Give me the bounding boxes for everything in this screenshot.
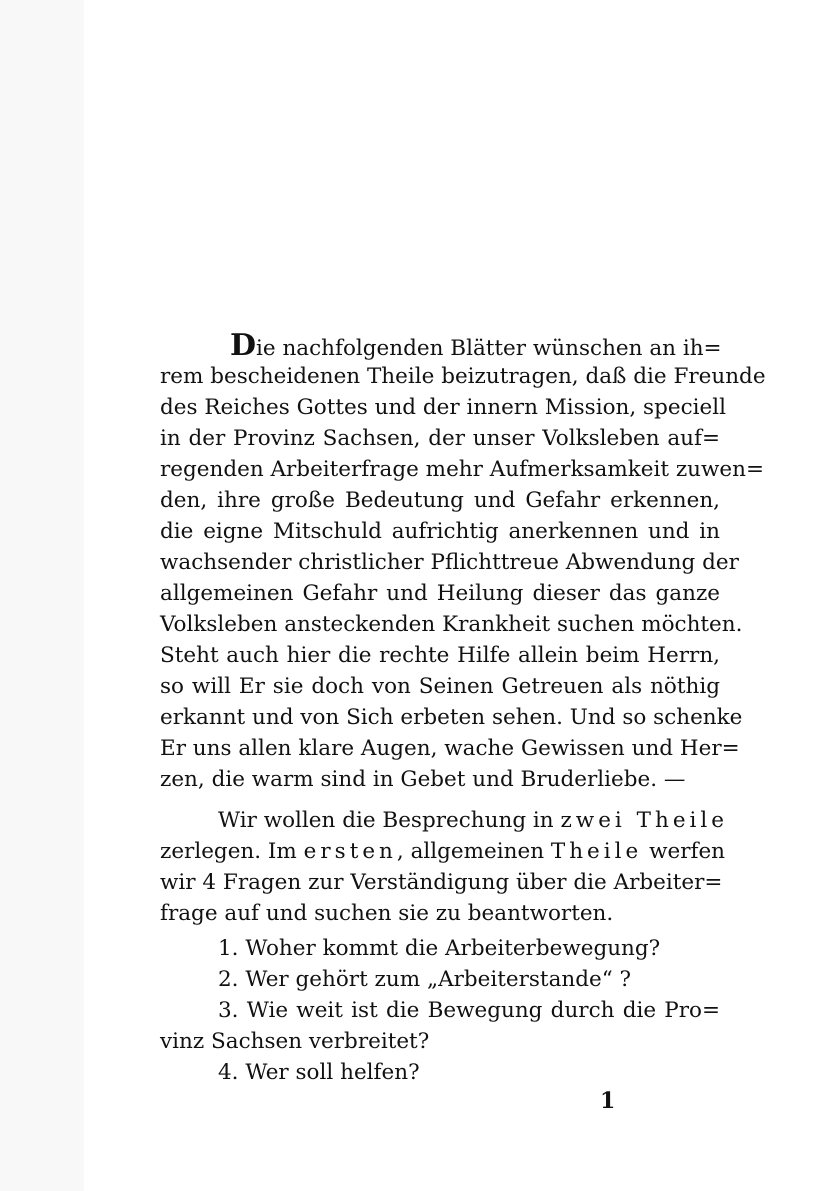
text-line: den, ihre große Bedeutung und Gefahr erkennen, bbox=[160, 488, 720, 513]
text-line: in der Provinz Sachsen, der unser Volksleben auf= bbox=[160, 426, 720, 451]
text-line: frage auf und suchen sie zu beantworten. bbox=[160, 901, 614, 926]
question-item: 1. Woher kommt die Arbeiterbewegung? bbox=[218, 936, 661, 961]
text-line: regenden Arbeiterfrage mehr Aufmerksamkeit zuwen= bbox=[160, 457, 765, 482]
question-item-continuation: vinz Sachsen verbreitet? bbox=[160, 1029, 430, 1054]
paragraph-gap bbox=[160, 795, 720, 805]
text-line: erkannt und von Sich erbeten sehen. Und so schenke bbox=[160, 705, 743, 730]
text-line bbox=[160, 836, 726, 867]
text-line bbox=[160, 330, 720, 361]
text-line: rem bescheidenen Theile beizutragen, daß die Freunde bbox=[160, 364, 766, 389]
text-line: Steht auch hier die rechte Hilfe allein beim Herrn, bbox=[160, 643, 720, 668]
spaced-emphasis: ersten bbox=[303, 839, 397, 864]
text-line: wir 4 Fragen zur Verständigung über die Arbeiter= bbox=[160, 870, 723, 895]
line-text: Wir wollen die Besprechung in bbox=[218, 808, 561, 833]
text-line: allgemeinen Gefahr und Heilung dieser das ganze bbox=[160, 581, 720, 606]
line-text: ie nachfolgenden Blätter wünschen an ih= bbox=[256, 336, 722, 361]
text-line: zen, die warm sind in Gebet und Bruderliebe. — bbox=[160, 767, 686, 792]
text-line: des Reiches Gottes und der innern Mission, speciell bbox=[160, 395, 726, 420]
page-left-shadow bbox=[0, 0, 84, 1191]
line-text: zerlegen. Im bbox=[160, 839, 304, 864]
text-line: die eigne Mitschuld aufrichtig anerkennen und in bbox=[160, 519, 720, 544]
text-line bbox=[160, 805, 729, 836]
page-number: 1 bbox=[600, 1088, 616, 1114]
question-item: 3. Wie weit ist die Bewegung durch die Pro= bbox=[218, 998, 720, 1023]
line-text: werfen bbox=[642, 839, 726, 864]
drop-cap: D bbox=[230, 328, 257, 363]
question-item: 4. Wer soll helfen? bbox=[218, 1060, 420, 1085]
main-text bbox=[160, 328, 766, 1088]
question-item: 2. Wer gehört zum „Arbeiterstande“ ? bbox=[218, 967, 632, 992]
spaced-emphasis: zwei Theile bbox=[560, 808, 729, 833]
text-line: so will Er sie doch von Seinen Getreuen als nöthig bbox=[160, 674, 720, 699]
text-line: Volksleben ansteckenden Krankheit suchen möchten. bbox=[160, 612, 743, 637]
text-line: Er uns allen klare Augen, wache Gewissen und Her= bbox=[160, 736, 740, 761]
spaced-emphasis: Theile bbox=[550, 839, 643, 864]
line-text: , allgemeinen bbox=[396, 839, 551, 864]
text-line: wachsender christlicher Pflichttreue Abwendung der bbox=[160, 550, 739, 575]
